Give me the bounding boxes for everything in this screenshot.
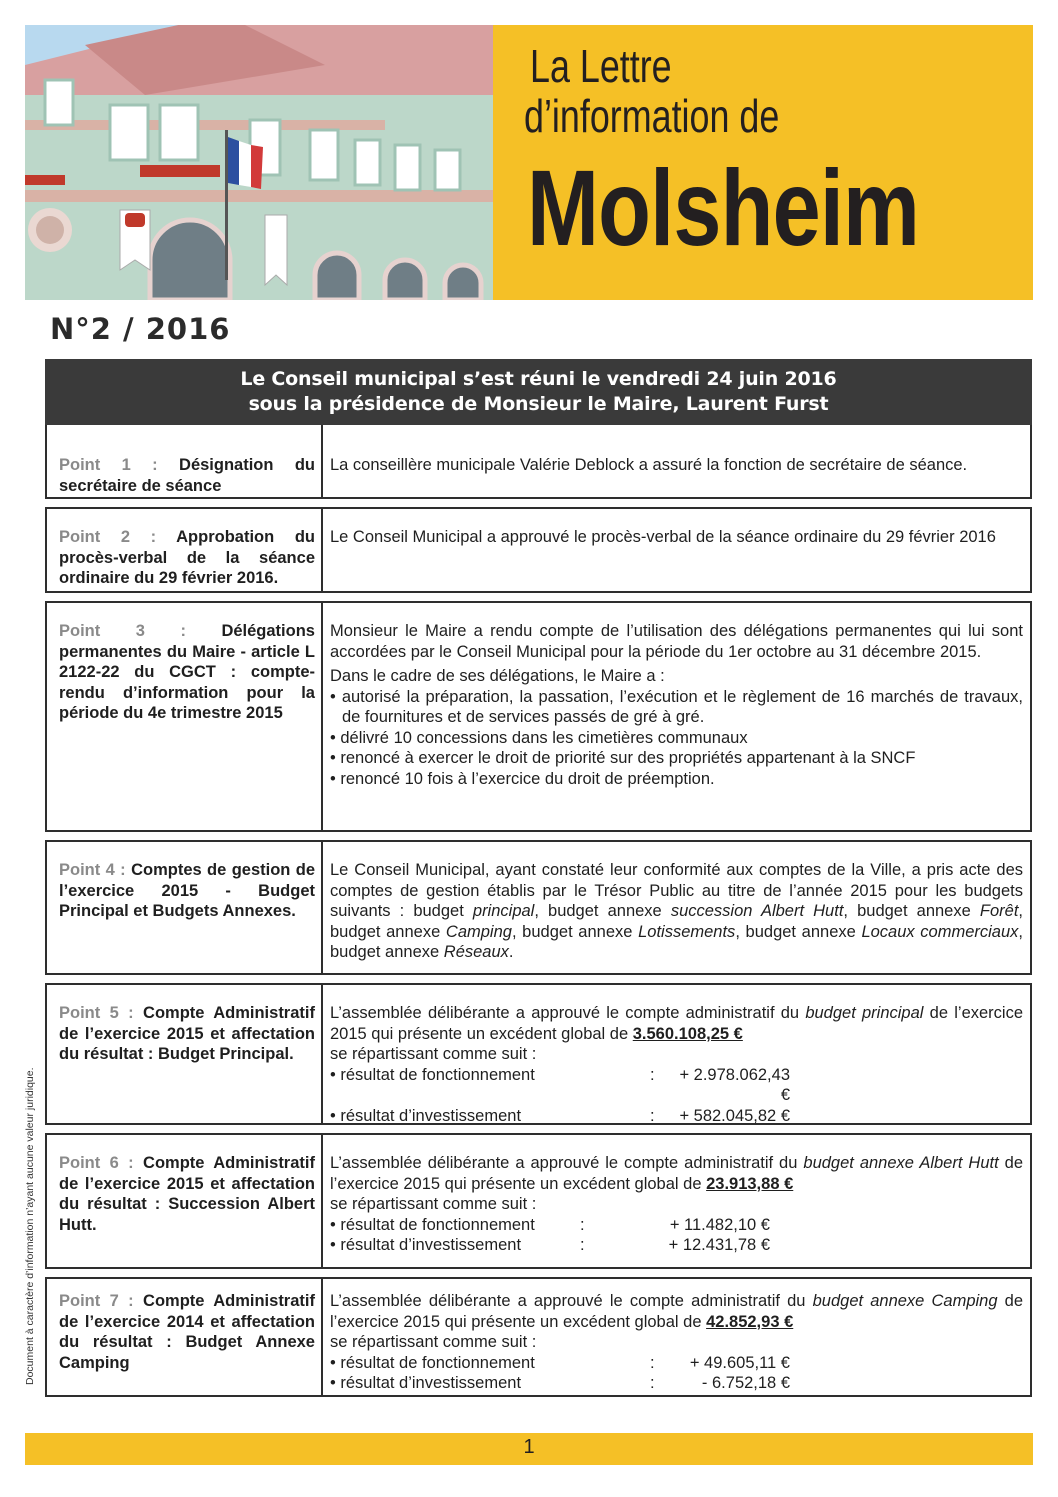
point-1-body bbox=[330, 455, 1023, 476]
point-7-body bbox=[330, 1291, 1023, 1394]
spacer bbox=[45, 975, 1032, 983]
point-5-row bbox=[45, 983, 1032, 1125]
global-surplus: 3.560.108,25 € bbox=[632, 1024, 743, 1043]
split-intro: se répartissant comme suit : bbox=[330, 1195, 537, 1213]
point-1-label bbox=[59, 455, 315, 496]
point-number: Point 4 : bbox=[59, 861, 126, 879]
issue-number: N°2 / 2016 bbox=[50, 312, 231, 346]
point-text: Le Conseil Municipal a approuvé le procès-verbal de la séance ordinaire du 29 février 2016 bbox=[330, 528, 996, 546]
bullet-item: • renoncé 10 fois à l’exercice du droit de préemption. bbox=[330, 769, 715, 788]
point-6-body bbox=[330, 1153, 1023, 1256]
point-text: L’assemblée délibérante a approuvé le compte administratif du budget principal de l’exercice 2015 qui présente un excédent global de 3.560.108,25 € bbox=[330, 1004, 1024, 1043]
point-title: Compte Administratif de l’exercice 2015 et affectation du résultat : Budget Principal. bbox=[59, 1004, 315, 1063]
point-text: L’assemblée délibérante a approuvé le compte administratif du budget annexe Camping de l’exercice 2015 qui présente un excédent global de 42.852,93 € bbox=[330, 1292, 1023, 1331]
point-number: Point 1 : bbox=[59, 456, 158, 474]
point-title: Comptes de gestion de l’exercice 2015 - Budget Principal et Budgets Annexes. bbox=[59, 861, 315, 920]
point-text: Monsieur le Maire a rendu compte de l’utilisation des délégations permanentes qui lui sont accordées par le Conseil Municipal pour la période du 1er octobre au 31 décembre 2015. bbox=[330, 622, 1023, 661]
column-divider bbox=[321, 425, 323, 497]
result-row: • résultat d’investissement : - 6.752,18 € bbox=[330, 1374, 790, 1392]
point-5-body bbox=[330, 1003, 1023, 1126]
point-4-body bbox=[330, 860, 1023, 963]
spacer bbox=[45, 1125, 1032, 1133]
banner-line-1: Le Conseil municipal s’est réuni le vendredi 24 juin 2016 bbox=[240, 368, 837, 390]
town-hall-photo bbox=[25, 25, 493, 300]
spacer bbox=[45, 832, 1032, 840]
page-number: 1 bbox=[523, 1436, 535, 1458]
point-intro: Dans le cadre de ses délégations, le Maire a : bbox=[330, 667, 665, 685]
masthead-line-2: d’information de bbox=[524, 90, 780, 142]
result-row: • résultat de fonctionnement : + 49.605,11 € bbox=[330, 1353, 790, 1372]
global-surplus: 42.852,93 € bbox=[706, 1312, 794, 1331]
bullet-item: • renoncé à exercer le droit de priorité sur des propriétés appartenant à la SNCF bbox=[330, 749, 916, 767]
point-title: Compte Administratif de l’exercice 2015 et affectation du résultat : Succession Albert Hutt. bbox=[59, 1154, 315, 1234]
point-title: Approbation du procès-verbal de la séance ordinaire du 29 février 2016. bbox=[59, 528, 315, 587]
point-number: Point 6 : bbox=[59, 1154, 134, 1172]
masthead-town-name: Molsheim bbox=[527, 147, 920, 268]
point-number: Point 2 : bbox=[59, 528, 157, 546]
point-number: Point 7 : bbox=[59, 1292, 134, 1310]
point-5-label bbox=[59, 1003, 315, 1065]
column-divider bbox=[321, 985, 323, 1123]
point-7-label bbox=[59, 1291, 315, 1373]
point-title: Délégations permanentes du Maire - article L 2122-22 du CGCT : compte-rendu d’information pour la période du 4e trimestre 2015 bbox=[59, 622, 315, 722]
result-row: • résultat d’investissement : + 582.045,82 € bbox=[330, 1106, 790, 1125]
spacer bbox=[45, 593, 1032, 601]
point-3-row bbox=[45, 601, 1032, 832]
point-4-label bbox=[59, 860, 315, 922]
spacer bbox=[45, 499, 1032, 507]
point-6-row bbox=[45, 1133, 1032, 1269]
point-7-row bbox=[45, 1277, 1032, 1397]
point-2-label bbox=[59, 527, 315, 589]
point-number: Point 5 : bbox=[59, 1004, 134, 1022]
column-divider bbox=[321, 1135, 323, 1267]
banner-line-2: sous la présidence de Monsieur le Maire, Laurent Furst bbox=[248, 393, 829, 415]
split-intro: se répartissant comme suit : bbox=[330, 1045, 537, 1063]
point-title: Désignation du secrétaire de séance bbox=[59, 456, 315, 495]
global-surplus: 23.913,88 € bbox=[706, 1174, 794, 1193]
masthead-line-1: La Lettre bbox=[530, 40, 672, 92]
point-3-body bbox=[330, 621, 1023, 789]
point-3-label bbox=[59, 621, 315, 724]
masthead bbox=[493, 25, 1033, 300]
result-row: • résultat de fonctionnement : + 2.978.062,43 € bbox=[330, 1065, 790, 1104]
point-2-row bbox=[45, 507, 1032, 593]
point-text: L’assemblée délibérante a approuvé le compte administratif du budget annexe Albert Hutt de l’exercice 2015 qui présente un excédent global de 23.913,88 € bbox=[330, 1154, 1023, 1193]
point-4-row bbox=[45, 840, 1032, 975]
point-text: Le Conseil Municipal, ayant constaté leur conformité aux comptes de la Ville, a pris acte des comptes de gestion établis par le Trésor Public au titre de l’année 2015 pour les budgets suivants : budget principal, budget annexe succession Albert Hutt, budget annexe Forêt, budget annexe Camping, budget annexe Lotissements, budget annexe Locaux commerciaux, budget annexe Réseaux. bbox=[330, 861, 1024, 961]
point-title: Compte Administratif de l’exercice 2014 et affectation du résultat : Budget Annexe Camping bbox=[59, 1292, 315, 1372]
spacer bbox=[45, 1269, 1032, 1277]
column-divider bbox=[321, 1279, 323, 1395]
split-intro: se répartissant comme suit : bbox=[330, 1333, 537, 1351]
column-divider bbox=[321, 842, 323, 973]
column-divider bbox=[321, 509, 323, 591]
bullet-item: • autorisé la préparation, la passation, l’exécution et le règlement de 16 marchés de travaux, de fournitures et de services passés de gré à gré. bbox=[330, 687, 1023, 726]
point-6-label bbox=[59, 1153, 315, 1235]
meeting-banner bbox=[45, 359, 1032, 425]
column-divider bbox=[321, 603, 323, 830]
bullet-item: • délivré 10 concessions dans les cimetières communaux bbox=[330, 728, 748, 747]
result-row: • résultat d’investissement : + 12.431,78 € bbox=[330, 1236, 770, 1254]
point-number: Point 3 : bbox=[59, 622, 186, 640]
point-text: La conseillère municipale Valérie Deblock a assuré la fonction de secrétaire de séance. bbox=[330, 456, 968, 474]
point-1-row bbox=[45, 425, 1032, 499]
legal-disclaimer: Document à caractère d’information n’ayant aucune valeur juridique. bbox=[24, 1067, 36, 1385]
result-row: • résultat de fonctionnement : + 11.482,10 € bbox=[330, 1215, 770, 1234]
point-2-body bbox=[330, 527, 1023, 548]
